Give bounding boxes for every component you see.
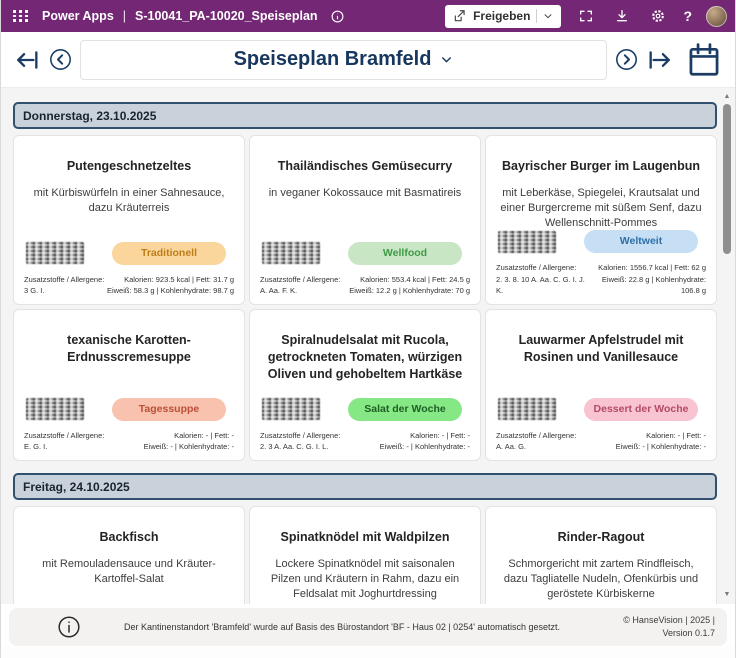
meal-card[interactable] (13, 309, 245, 461)
calendar-icon[interactable] (685, 41, 723, 79)
meal-card[interactable] (485, 309, 717, 461)
meal-info-row (260, 430, 470, 453)
plan-chevron-down-icon (440, 53, 453, 66)
allergens-label: Zusatzstoffe / Allergene: (496, 430, 577, 440)
share-chevron-down-icon[interactable] (543, 11, 553, 21)
day-label: Donnerstag, 23.10.2025 (23, 108, 157, 123)
footer-info-icon[interactable] (57, 615, 81, 639)
meal-description: Schmorgericht mit zartem Rindfleisch, dazu Tagliatelle Nudeln, Ofenkürbis und geröstete Kürbiskerne (503, 558, 699, 600)
allergens-codes: 2. 3. 8. 10 A. Aa. C. G. I. J. K. (496, 274, 585, 295)
bottom-gap (1, 646, 735, 658)
share-icon (453, 9, 467, 23)
meal-description: in veganer Kokossauce mit Basmatireis (268, 186, 462, 199)
fullscreen-preview-icon[interactable] (575, 5, 597, 27)
share-label: Freigeben (473, 9, 531, 23)
allergens-label: Zusatzstoffe / Allergene: (24, 430, 105, 440)
category-badge: Tagessuppe (112, 398, 226, 421)
scrollbar-track[interactable] (721, 102, 733, 590)
meal-card[interactable] (485, 135, 717, 305)
plan-navigation (1, 32, 735, 88)
nutrition-line1: Kalorien: 923.5 kcal | Fett: 31.7 g (124, 274, 234, 284)
allergens-codes: A. Aa. F. K. (260, 285, 298, 295)
content-area (1, 88, 735, 604)
nutrition-line1: Kalorien: 553.4 kcal | Fett: 24.5 g (360, 274, 470, 284)
day-header (13, 473, 717, 500)
meal-image-thumbnail (26, 398, 84, 420)
app-title: S-10041_PA-10020_Speiseplan (135, 9, 318, 23)
footer-version: © HanseVision | 2025 | Version 0.1.7 (623, 614, 715, 638)
meal-image-thumbnail (262, 398, 320, 420)
download-icon[interactable] (611, 5, 633, 27)
meal-card[interactable] (249, 309, 481, 461)
meal-description: mit Leberkäse, Spiegelei, Krautsalat und einer Burgercreme mit süßem Senf, dazu Wellenschnitt-Pommes (500, 186, 702, 229)
meal-image-thumbnail (498, 398, 556, 420)
meal-title: Bayrischer Burger im Laugenbun (502, 159, 700, 173)
meal-info-row (24, 430, 234, 453)
meal-title: Rinder-Ragout (557, 530, 645, 545)
category-badge: Weltweit (584, 230, 698, 253)
app-info-icon[interactable] (327, 5, 349, 27)
meal-media-row (496, 398, 706, 421)
help-icon[interactable]: ? (683, 8, 692, 24)
day-section (13, 102, 717, 461)
meal-description: mit Remouladensauce und Kräuter-Kartoffel-Salat (42, 558, 216, 585)
plan-title: Speiseplan Bramfeld (233, 48, 432, 70)
next-day-icon[interactable] (614, 47, 639, 72)
meal-image-thumbnail (262, 242, 320, 264)
nutrition-line2: Eiweiß: 12.2 g | Kohlenhydrate: 70 g (349, 285, 470, 295)
meal-image-thumbnail (498, 231, 556, 253)
meal-title: Lauwarmer Apfelstrudel mit Rosinen und Vanillesauce (518, 333, 684, 365)
meal-card[interactable] (249, 506, 481, 604)
scrollbar-thumb[interactable] (723, 104, 731, 254)
day-section (13, 473, 717, 604)
nutrition-line1: Kalorien: 1556.7 kcal | Fett: 62 g (598, 263, 706, 273)
day-label: Freitag, 24.10.2025 (23, 479, 130, 494)
category-badge: Traditionell (112, 242, 226, 265)
meal-media-row (24, 398, 234, 421)
footer-message: Der Kantinenstandort 'Bramfeld' wurde auf Basis des Bürostandort 'BF - Haus 02 | 0254' automatisch gesetzt. (124, 622, 560, 632)
meal-card[interactable] (249, 135, 481, 305)
meal-title: texanische Karotten-Erdnusscremesuppe (67, 333, 191, 365)
meal-title: Spiralnudelsalat mit Rucola, getrockneten Tomaten, würzigen Oliven und gehobeltem Hartkäse (267, 333, 463, 381)
meal-media-row (496, 230, 706, 253)
vertical-scrollbar[interactable] (721, 92, 733, 600)
share-button[interactable] (445, 5, 561, 28)
day-header (13, 102, 717, 129)
scroll-up-arrow-icon[interactable]: ▲ (723, 93, 731, 100)
category-badge: Dessert der Woche (584, 398, 698, 421)
plan-selector[interactable] (80, 40, 607, 80)
meal-card[interactable] (13, 506, 245, 604)
allergens-label: Zusatzstoffe / Allergene: (24, 274, 105, 284)
nutrition-line1: Kalorien: - | Fett: - (174, 430, 234, 440)
meal-description: mit Kürbiswürfeln in einer Sahnesauce, dazu Kräuterreis (33, 186, 225, 214)
previous-day-icon[interactable] (48, 47, 73, 72)
meal-info-row (24, 274, 234, 297)
meal-media-row (24, 242, 234, 265)
meal-card[interactable] (485, 506, 717, 604)
go-first-day-icon[interactable] (13, 46, 41, 74)
meal-info-row (496, 430, 706, 453)
meal-title: Spinatknödel mit Waldpilzen (280, 530, 450, 545)
allergens-codes: 2. 3 A. Aa. C. G. I. L. (260, 441, 329, 451)
nutrition-line1: Kalorien: - | Fett: - (646, 430, 706, 440)
meal-title: Putengeschnetzeltes (66, 159, 192, 173)
allergens-label: Zusatzstoffe / Allergene: (496, 263, 577, 273)
meal-media-row (260, 398, 470, 421)
allergens-codes: 3 G. I. (24, 285, 45, 295)
nutrition-line2: Eiweiß: 58.3 g | Kohlenhydrate: 98.7 g (106, 285, 234, 295)
allergens-label: Zusatzstoffe / Allergene: (260, 274, 341, 284)
meal-card[interactable] (13, 135, 245, 305)
allergens-codes: E. G. I. (24, 441, 48, 451)
go-last-day-icon[interactable] (646, 46, 674, 74)
share-split-divider (536, 9, 537, 23)
scroll-down-arrow-icon[interactable]: ▼ (723, 591, 731, 598)
nutrition-line2: Eiweiß: - | Kohlenhydrate: - (143, 441, 234, 451)
sections-container (1, 88, 735, 604)
meal-cards-grid (13, 135, 717, 461)
title-separator: | (122, 9, 127, 23)
nutrition-line2: Eiweiß: 22.8 g | Kohlenhydrate: 106.8 g (601, 274, 706, 295)
meal-image-thumbnail (26, 242, 84, 264)
category-badge: Wellfood (348, 242, 462, 265)
allergens-label: Zusatzstoffe / Allergene: (260, 430, 341, 440)
nutrition-line2: Eiweiß: - | Kohlenhydrate: - (379, 441, 470, 451)
app-launcher-icon[interactable] (9, 6, 33, 26)
topbar (1, 0, 735, 32)
powerapps-brand[interactable]: Power Apps (42, 9, 114, 23)
meal-title: Backfisch (99, 530, 159, 545)
meal-title: Thailändisches Gemüsecurry (277, 159, 453, 173)
meal-info-row (496, 262, 706, 296)
nutrition-line1: Kalorien: - | Fett: - (410, 430, 470, 440)
category-badge: Salat der Woche (348, 398, 462, 421)
meal-cards-grid (13, 506, 717, 604)
nutrition-line2: Eiweiß: - | Kohlenhydrate: - (615, 441, 706, 451)
meal-info-row (260, 274, 470, 297)
meal-description: Lockere Spinatknödel mit saisonalen Pilzen und Kräutern in Rahm, dazu ein Feldsalat mit Joghurtdressing (270, 558, 460, 600)
user-avatar[interactable] (706, 6, 727, 27)
footer-bar (9, 608, 727, 646)
settings-gear-icon[interactable] (647, 5, 669, 27)
meal-media-row (260, 242, 470, 265)
allergens-codes: A. Aa. G. (496, 441, 527, 451)
